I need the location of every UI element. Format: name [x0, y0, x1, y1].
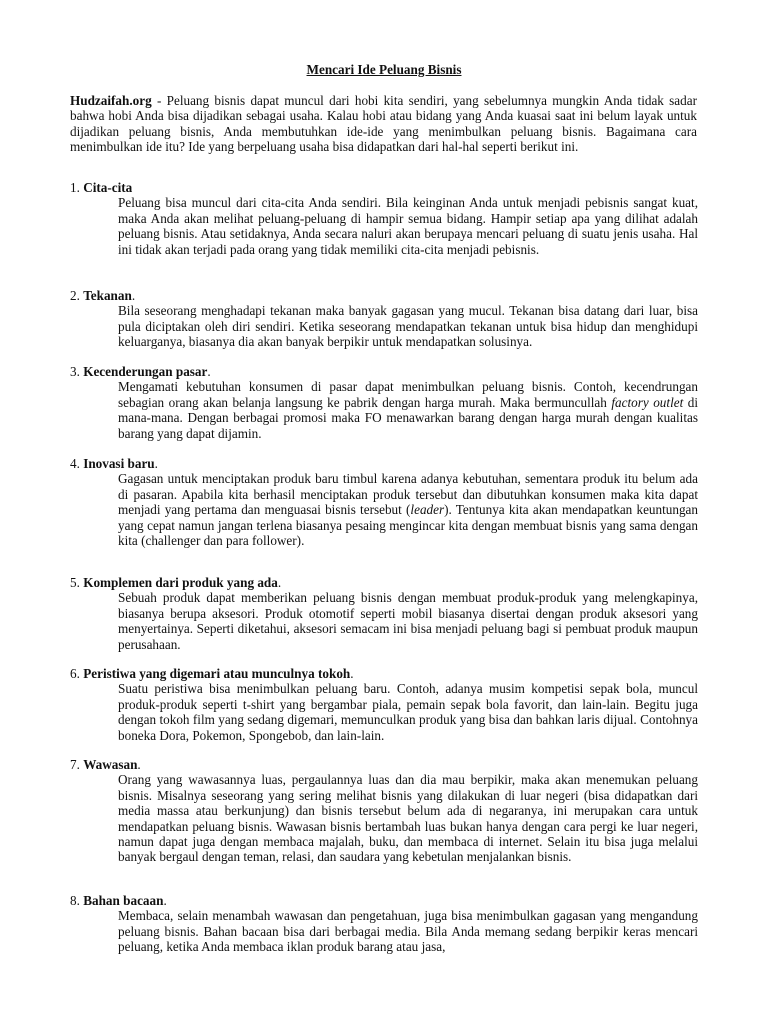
list-item-number: 3. — [70, 364, 80, 379]
list-item-body-text: Sebuah produk dapat memberikan peluang bisnis dengan membuat produk-produk yang melengkapinya, biasanya berupa aksesori. Produk otomotif seperti mobil biasanya disertai dengan produk aksesori yang menyertainya. Seperti diketahui, aksesori semacam ini bisa menjadi peluang bagi si pembuat produk maupun perusahaan. — [118, 590, 698, 652]
list-item-heading-suffix: . — [207, 364, 211, 379]
list-item-heading-text: Peristiwa yang digemari atau munculnya tokoh — [83, 666, 351, 681]
list-item-number: 4. — [70, 456, 80, 471]
list-item-heading — [70, 456, 698, 471]
list-item-heading-suffix: . — [131, 288, 136, 303]
list-item-heading — [70, 575, 698, 590]
intro-text: - Peluang bisnis dapat muncul dari hobi kita sendiri, yang sebelumnya mungkin Anda tidak sadar bahwa hobi Anda bisa dijadikan sebagai usaha. Kalau hobi atau bidang yang Anda kuasai saat ini belum layak untuk dijadikan peluang bisnis, Anda membutuhkan ide-ide yang menimbulkan peluang bisnis. Bagaimana cara menimbulkan ide itu? Ide yang berpeluang usaha bisa didapatkan dari hal-hal seperti berikut ini. — [70, 93, 697, 155]
list-item-body — [118, 681, 698, 743]
list-item-body — [118, 195, 698, 257]
list-item-body — [118, 303, 698, 349]
list-item-tekanan — [70, 288, 698, 350]
list-item-body-text: Bila seseorang menghadapi tekanan maka banyak gagasan yang mucul. Tekanan bisa datang dari luar, bisa pula diciptakan oleh diri sendiri. Ketika seseorang mendapatkan tekanan untuk bisa hidup dan menghidupi keluarganya, biasanya dia akan banyak berpikir untuk mendapatkan solusinya. — [118, 303, 698, 350]
list-item-heading-suffix: . — [137, 757, 141, 772]
list-item-body-italic: factory outlet — [611, 394, 684, 410]
list-item-body — [118, 471, 698, 548]
list-item-heading — [70, 893, 698, 908]
list-item-heading-suffix: . — [154, 456, 158, 471]
intro-source: Hudzaifah.org — [70, 93, 152, 108]
list-item-body-text: Suatu peristiwa bisa menimbulkan peluang baru. Contoh, adanya musim kompetisi sepak bola, muncul produk-produk seperti t-shirt yang bergambar piala, pemain sepak bola favorit, dan lain-lain. Begitu juga dengan tokoh film yang sedang digemari, memunculkan produk yang bisa dan bahkan laris dijual. Contohnya boneka Dora, Pokemon, Spongebob, dan lain-lain. — [118, 681, 698, 743]
list-item-komplemen — [70, 575, 698, 652]
list-item-inovasi-baru — [70, 456, 698, 548]
list-item-cita-cita — [70, 180, 698, 257]
list-item-peristiwa — [70, 666, 698, 743]
list-item-heading — [70, 666, 698, 681]
document-title: Mencari Ide Peluang Bisnis — [306, 62, 462, 77]
list-item-number: 2. — [70, 288, 80, 303]
list-item-heading-text: Inovasi baru — [83, 456, 155, 471]
list-item-body-text: Peluang bisa muncul dari cita-cita Anda sendiri. Bila keinginan Anda untuk menjadi pebisnis sangat kuat, maka Anda akan melihat peluang-peluang di hampir semua bidang. Hampir setiap apa yang dilihat adalah peluang bisnis. Atau setidaknya, Anda secara naluri akan berupaya mencari peluang di suatu jenis usaha. Hal ini tidak akan terjadi pada orang yang tidak memiliki cita-cita menjadi pebisnis. — [118, 195, 698, 257]
list-item-number: 1. — [70, 180, 80, 195]
list-item-body — [118, 772, 698, 864]
list-item-number: 5. — [70, 575, 80, 590]
list-item-heading-text: Komplemen dari produk yang ada — [83, 575, 278, 590]
list-item-heading-text: Kecenderungan pasar — [83, 364, 208, 379]
list-item-wawasan — [70, 757, 698, 865]
list-item-heading — [70, 757, 698, 772]
list-item-body-text: ). Tentunya kita akan mendapatkan keuntungan yang cepat namun jangan terlena biasanya pesaing mengincar kita dengan membuat bisnis yang sama dengan kita (challenger dan para follower). — [118, 502, 699, 549]
list-item-body-text: Membaca, selain menambah wawasan dan pengetahuan, juga bisa menimbulkan gagasan yang mengandung peluang bisnis. Bahan bacaan bisa dari berbagai media. Bila Anda memang sedang berpikir keras mencari peluang, ketika Anda membaca iklan produk barang atau jasa, — [118, 908, 698, 955]
list-item-number: 6. — [70, 666, 80, 681]
list-item-heading — [70, 180, 698, 195]
list-item-heading-text: Bahan bacaan — [83, 893, 164, 908]
list-item-heading — [70, 364, 698, 379]
list-item-kecenderungan-pasar — [70, 364, 698, 441]
list-item-body — [118, 590, 698, 652]
list-item-number: 7. — [70, 757, 80, 772]
list-item-heading-text: Cita-cita — [83, 180, 133, 195]
list-item-heading-suffix: . — [350, 666, 354, 681]
list-item-number: 8. — [70, 893, 80, 908]
list-item-body — [118, 379, 698, 441]
list-item-heading-text: Tekanan — [83, 288, 132, 303]
list-item-body-text: di mana-mana. Dengan berbagai promosi maka FO menawarkan barang dengan harga murah dengan kualitas barang yang dapat dijamin. — [118, 394, 698, 441]
list-item-heading-suffix: . — [277, 575, 282, 590]
list-item-body-text: Mengamati kebutuhan konsumen di pasar dapat menimbulkan peluang bisnis. Contoh, kecendrungan sebagian orang akan belanja langsung ke pabrik dengan harga murah. Maka bermuncullah — [118, 379, 698, 410]
list-item-body-text: Orang yang wawasannya luas, pergaulannya luas dan dia mau berpikir, maka akan menemukan peluang bisnis. Misalnya seseorang yang sering melihat bisnis yang dilakukan di luar negeri (bisa didapatkan dari media massa atau berkunjung) dan bisnis tersebut belum ada di negaranya, ini merupakan cara untuk mendapatkan peluang bisnis. Wawasan bisnis bertambah luas bukan hanya dengan cara pergi ke luar negeri, namun dapat juga dengan membaca majalah, buku, dan membaca di internet. Selain itu bisa juga melalui banyak bergaul dengan teman, relasi, dan saudara yang kebetulan menjalankan bisnis. — [118, 772, 698, 865]
list-item-heading — [70, 288, 698, 303]
list-item-body-italic: leader — [410, 502, 445, 518]
intro-paragraph — [70, 93, 697, 155]
list-item-body-text: Gagasan untuk menciptakan produk baru timbul karena adanya kebutuhan, sementara produk itu belum ada di pasaran. Apabila kita berhasil menciptakan produk tersebut dan dibutuhkan konsumen maka kita dapat menjadi yang pertama dan menguasai bisnis tersebut ( — [118, 471, 698, 518]
list-item-heading-text: Wawasan — [83, 757, 138, 772]
list-item-bahan-bacaan — [70, 893, 698, 955]
list-item-heading-suffix: . — [163, 893, 167, 908]
list-item-body — [118, 908, 698, 954]
